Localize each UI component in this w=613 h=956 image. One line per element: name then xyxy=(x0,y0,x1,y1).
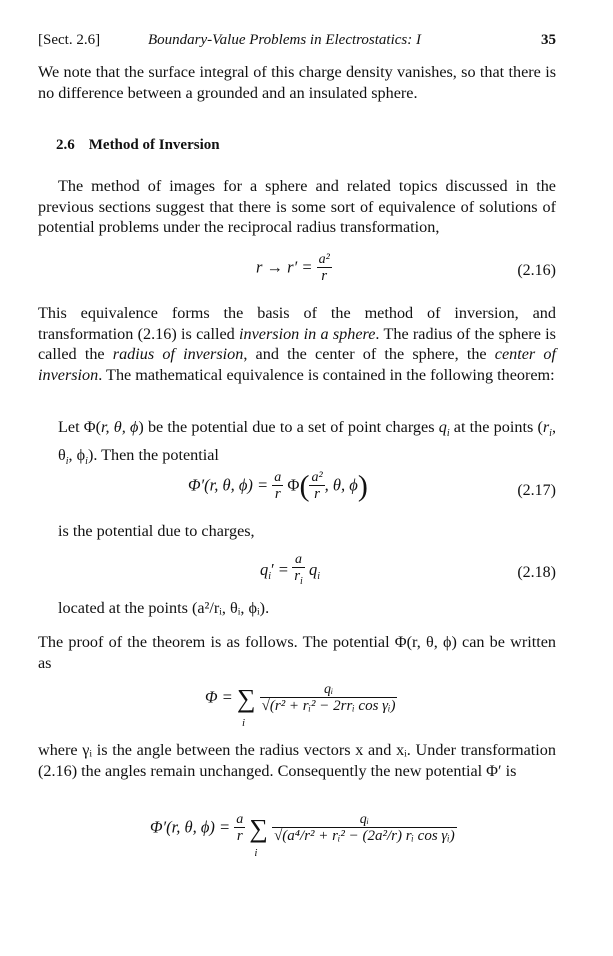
theorem-line-2: is the potential due to charges, xyxy=(58,522,255,540)
equation-phi xyxy=(205,682,397,729)
p3-term-radius: radius of inversion xyxy=(112,345,244,363)
paragraph-5: where γᵢ is the angle between the radius vectors x and xᵢ. Under transformation (2.16) the angles remain unchanged. Consequently the new potential Φ′ is xyxy=(38,741,556,780)
eq217-args: , θ, ϕ xyxy=(324,475,358,495)
eq218-lhs-sub: i xyxy=(268,571,272,583)
eq217-frac1-den: r xyxy=(272,485,283,503)
eq218-fraction xyxy=(292,552,305,590)
eqphi-num: qᵢ xyxy=(323,682,334,697)
header-title: Boundary-Value Problems in Electrostatics: I xyxy=(148,32,422,48)
paragraph-3 xyxy=(38,303,556,385)
eq218-num: a xyxy=(295,552,303,567)
eq-number-2-17: (2.17) xyxy=(517,482,556,499)
eqphiprime-frac-den: r xyxy=(234,827,245,845)
eq217-phi: Φ xyxy=(287,475,300,495)
eq216-fraction xyxy=(317,252,332,285)
p3-text-g: . The mathematical equivalence is contained in the following theorem: xyxy=(98,365,555,384)
thm-r: r xyxy=(542,418,550,436)
eqphi-sum: ∑ i xyxy=(237,689,256,709)
equation-2-17 xyxy=(188,470,368,503)
eq218-equals: ′ = xyxy=(271,559,293,579)
thm-phi: , ϕ xyxy=(68,445,86,464)
equation-2-18 xyxy=(260,552,320,590)
thm-q: q xyxy=(438,418,447,436)
eqphi-sum-index: i xyxy=(241,716,246,729)
eq217-frac2-den: r xyxy=(309,485,324,503)
p3-text-c: . The radius of the sphere is called the xyxy=(38,324,556,363)
eq216-num: a² xyxy=(318,252,330,267)
paragraph-2: The method of images for a sphere and related topics discussed in the previous sections suggest that there is some sort of equivalence of solutions of potential problems under the reciprocal radius transformation, xyxy=(38,177,556,236)
section-title: Method of Inversion xyxy=(88,137,220,153)
thm-q-sub: i xyxy=(446,428,450,440)
eq217-frac1-num: a xyxy=(274,470,282,485)
eqphiprime-den: √(a⁴/r² + rᵢ² − (2a²/r) rᵢ cos γᵢ) xyxy=(274,828,455,844)
eqphiprime-frac xyxy=(234,812,245,845)
paragraph-1: We note that the surface integral of this charge density vanishes, so that there is no difference between a grounded and an insulated sphere. xyxy=(38,63,556,102)
thm-theta-sub: i xyxy=(65,455,69,467)
eqphi-lhs: Φ = xyxy=(205,687,237,707)
eq218-rhs-sub: i xyxy=(317,571,320,583)
eq218-den xyxy=(292,567,305,590)
eqphi-den: √(r² + rᵢ² − 2rrᵢ cos γᵢ) xyxy=(261,698,396,714)
thm-args: r, θ, ϕ xyxy=(101,418,139,436)
paragraph-4: The proof of the theorem is as follows. The potential Φ(r, θ, ϕ) can be written as xyxy=(38,633,556,672)
equation-phi-prime xyxy=(150,812,457,859)
eqphi-fraction xyxy=(260,682,398,715)
eqphiprime-sum-index: i xyxy=(254,846,258,859)
p3-text-e: , and the center of the sphere, the xyxy=(243,345,495,363)
eq-number-2-18: (2.18) xyxy=(517,564,556,581)
p3-term-inversion: inversion in a sphere xyxy=(239,324,376,343)
eq218-lhs: q xyxy=(260,559,269,579)
eqphiprime-sum: ∑ i xyxy=(249,819,268,839)
eq218-rhs: q xyxy=(308,559,318,579)
page-number: 35 xyxy=(541,32,556,48)
eq217-rparen: ) xyxy=(357,469,368,503)
section-heading xyxy=(56,137,234,154)
eq216-den: r xyxy=(317,267,332,285)
eq-number-2-16: (2.16) xyxy=(517,262,556,279)
p3-text-a: This equivalence forms the basis of the method of inversion, and transformation (2.16) is called xyxy=(38,304,556,343)
thm-text-m: ). Then the potential xyxy=(87,445,219,464)
theorem-line-3: located at the points (a²/rᵢ, θᵢ, ϕᵢ). xyxy=(58,599,270,617)
eq217-frac2-num: a² xyxy=(311,470,323,485)
eqphiprime-fraction xyxy=(272,812,457,845)
thm-text-f: at the points ( xyxy=(449,418,543,436)
p3-term-center: center of inversion xyxy=(38,345,556,384)
section-number: 2.6 xyxy=(56,137,75,153)
eq216-lhs: r → r′ = xyxy=(256,257,317,277)
thm-r-sub: i xyxy=(549,428,552,440)
eq218-den-sub: i xyxy=(300,576,303,587)
thm-text-c: ) be the potential due to a set of point charges xyxy=(138,418,439,436)
eqphiprime-lhs: Φ′(r, θ, ϕ) = xyxy=(150,817,235,837)
eq217-frac1 xyxy=(272,470,283,503)
eq218-den-r: r xyxy=(294,568,301,584)
running-header xyxy=(38,32,556,52)
theorem-statement xyxy=(58,417,556,472)
eq217-frac2 xyxy=(309,470,324,503)
equation-2-16 xyxy=(256,252,332,285)
eqphiprime-num: qᵢ xyxy=(359,812,369,827)
thm-phi-sub: i xyxy=(85,455,88,467)
thm-text-a: Let Φ( xyxy=(58,418,101,436)
thm-theta: , θ xyxy=(58,418,556,464)
eqphiprime-frac-num: a xyxy=(236,812,244,827)
header-section: [Sect. 2.6] xyxy=(38,32,101,48)
eq217-lhs: Φ′(r, θ, ϕ) = xyxy=(188,475,273,495)
eq217-lparen: ( xyxy=(299,469,310,503)
